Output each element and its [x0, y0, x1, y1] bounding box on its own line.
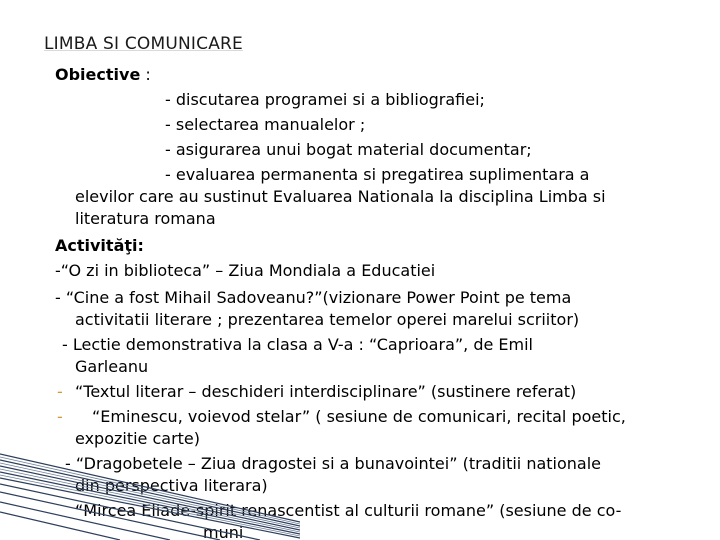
bullet-dash: -	[57, 382, 63, 401]
activity-item: “Eminescu, voievod stelar” ( sesiune de comunicari, recital poetic,	[92, 407, 626, 426]
objectives-heading: Obiective	[55, 65, 141, 84]
activity-item-continuation: expozitie carte)	[75, 429, 201, 448]
activity-item-continuation: muni	[203, 523, 244, 540]
activity-item: -“O zi in biblioteca” – Ziua Mondiala a Educatiei	[55, 261, 436, 280]
objective-item: - evaluarea permanenta si pregatirea suplimentara a	[165, 165, 590, 184]
activity-item-continuation: din perspectiva literara)	[75, 476, 268, 495]
activity-item: “Mircea Eliade-spirit renascentist al culturii romane” (sesiune de co-	[75, 501, 622, 520]
activity-item: - “Dragobetele – Ziua dragostei si a bunavointei” (traditii nationale	[65, 454, 602, 473]
activities-heading: Activităţi:	[55, 236, 144, 255]
objective-item: - asigurarea unui bogat material documentar;	[165, 140, 532, 159]
decorative-lines	[0, 450, 300, 540]
objectives-colon: :	[140, 65, 151, 84]
bullet-dash: -	[57, 407, 63, 426]
objective-item: - selectarea manualelor ;	[165, 115, 366, 134]
activity-item-continuation: Garleanu	[75, 357, 149, 376]
objectives-heading-line	[55, 64, 151, 85]
activity-item-continuation: activitatii literare ; prezentarea temelor operei marelui scriitor)	[75, 310, 580, 329]
slide-title: LIMBA SI COMUNICARE	[44, 34, 244, 54]
objective-item-continuation: literatura romana	[75, 209, 216, 228]
objective-item-continuation: elevilor care au sustinut Evaluarea Nationala la disciplina Limba si	[75, 187, 606, 206]
objective-item: - discutarea programei si a bibliografiei;	[165, 90, 485, 109]
activity-item: - “Cine a fost Mihail Sadoveanu?”(vizionare Power Point pe tema	[55, 288, 572, 307]
activity-item: - Lectie demonstrativa la clasa a V-a : “Caprioara”, de Emil	[62, 335, 533, 354]
activity-item: “Textul literar – deschideri interdisciplinare” (sustinere referat)	[75, 382, 577, 401]
